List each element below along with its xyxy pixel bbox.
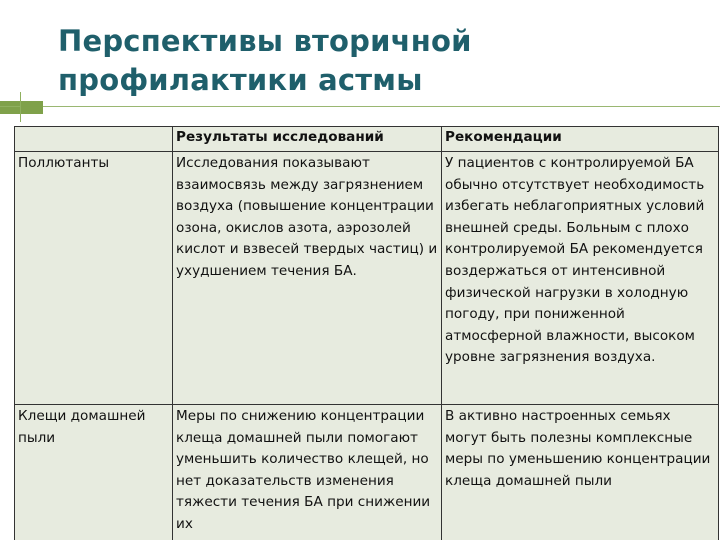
title-rule-accent <box>0 101 43 114</box>
table-header-row <box>15 127 719 152</box>
cell-recommendations: У пациентов с контролируемой БА обычно отсутствует необходимость избегать неблагоприятных условий внешней среды. Больным с плохо контролируемой БА рекомендуется воздержаться от интенсивной физической нагрузки в холодную погоду, при пониженной атмосферной влажности, высоком уровне загрязнения воздуха. <box>442 152 719 405</box>
slide-title-line-2: профилактики астмы <box>58 63 423 97</box>
header-recommendations: Рекомендации <box>442 127 719 152</box>
table-row <box>15 405 719 540</box>
cell-factor: Поллютанты <box>15 152 173 405</box>
title-rule-tick <box>20 92 21 122</box>
cell-results: Меры по снижению концентрации клеща домашней пыли помогают уменьшить количество клещей, но нет доказательств изменения тяжести течения БА при снижении их <box>173 405 442 540</box>
header-results: Результаты исследований <box>173 127 442 152</box>
title-rule-stub <box>0 106 20 107</box>
asthma-prevention-table <box>14 126 719 540</box>
table-row <box>15 152 719 405</box>
cell-factor: Клещи домашней пыли <box>15 405 173 540</box>
title-rule-line <box>43 106 720 107</box>
cell-results: Исследования показывают взаимосвязь между загрязнением воздуха (повышение концентрации озона, окислов азота, аэрозолей кислот и взвесей твердых частиц) и ухудшением течения БА. <box>173 152 442 405</box>
asthma-prevention-table-container <box>14 126 720 540</box>
cell-recommendations: В активно настроенных семьях могут быть полезны комплексные меры по уменьшению концентрации клеща домашней пыли <box>442 405 719 540</box>
slide-title <box>58 22 698 100</box>
header-factor <box>15 127 173 152</box>
slide-title-line-1: Перспективы вторичной <box>58 24 472 58</box>
